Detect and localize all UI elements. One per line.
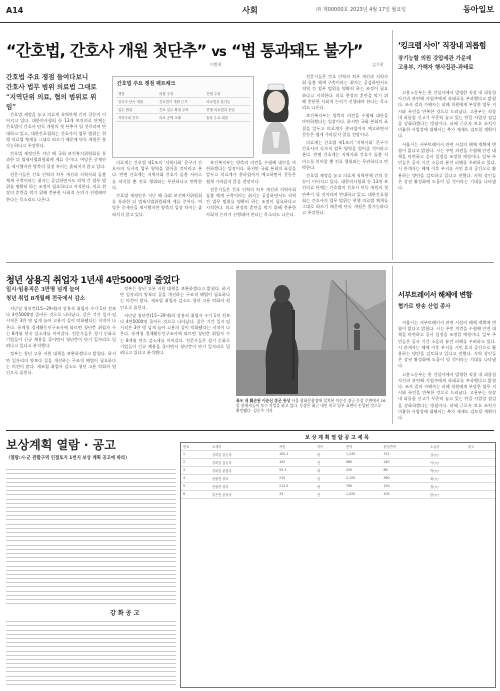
table-row: 3 강화읍 관청리 55-3 대 430 88 박○○ [181, 467, 495, 475]
ad-label: 강 화 공 고 [110, 610, 140, 617]
mid-subheads [6, 286, 116, 303]
byline-left: 이방현 [210, 62, 222, 67]
table-header-row: 번호 소재지 지번 지목 면적 편입면적 소유자 비고 [181, 443, 495, 451]
nurse-illustration [254, 74, 298, 158]
side-subhead: 고용부, 가해자 행사집관-과태료 [398, 64, 474, 71]
ad-table-title: 보 상 계 획 열 람 공 고 세 목 [305, 435, 369, 441]
side-story-body: 고용노동부는 한 건설사에서 발생한 직장 내 괴롭힘 사건과 관련해 사업주에게 과태료를 부과했다고 밝혔다. 조사 결과 가해자는 피해 직원에게 부당한 업무 지시와 폭언을 반복한 것으로 드러났다. 고용부는 직장 내 괴롭힘 신고가 꾸준히 늘고 있는 만큼 사업장 점검을 강화하겠다는 방침이다. 피해 근로자 보호 조치가 미흡한 사업장에 대해서는 추가 제재도 검토할 계획이다. 서울시는 서부트레이서 관련 시설의 해체 계획에 변함이 없다고 밝혔다. 시는 주민 의견을 수렴해 안전 대책을 마련하고 공사 일정을 조정할 예정이다. 일부 주민들은 공사 기간 소음과 분진 피해를 우려하고 있다. 시 관계자는 해체 이후 부지를 시민 휴식 공간으로 활용하는 방안을 검토하고 있다고 전했다. 지역 상인들은 상권 활성화에 도움이 될 것이라는 기대를 나타냈다. [398, 90, 496, 191]
ad-title: 보상계획 열람 · 공고 [6, 438, 116, 452]
box-title: 간호법 주요 쟁점 팩트체크 [117, 81, 176, 87]
top-col4-body: 전문가들은 간호 인력의 처우 개선과 지역사회 돌봄 체계 구축이라는 취지는 공감하면서도 직역 간 업무 범위를 명확히 하는 조정이 필요하다고 지적한다. 의료 현장의 혼란을 막기 위해 충분한 사회적 논의가 선행돼야 한다는 목소리도 나온다. 보건복지부는 양측의 의견을 수렴해 대안을 마련하겠다는 입장이다. 하지만 국회 본회의 표결을 앞두고 의료계가 총파업까지 예고하면서 갈등은 쉽게 가라앉지 않을 전망이다. 의료계는 간호법 제1조의 ‘지역사회’ 문구가 간호사의 독자적 업무 영역을 열어줄 것이라고 본다. 반면 간호계는 지역사회 간호가 돌봄 서비스를 의미할 뿐 진료 행위와는 무관하다고 반박한다. 간호법 제정을 놓고 의료계 직역단체 간의 갈등이 이어지고 있다. 대한의사협회 등 13개 보건의료 단체는 간호법이 간호사 단독 개원의 첫 단추가 될 것이라며 반대하고 있고, 대한간호협회는 간호사의 업무 범위는 현행 의료법 체계를 그대로 따르기 때문에 단독 개원은 불가능하다고 주장한다. [302, 74, 388, 216]
subhead: 일시·임용직은 3만명 넘게 늘어 [6, 287, 80, 293]
column-divider [392, 266, 393, 424]
headline-right: “법 통과돼도 불가” [231, 41, 363, 60]
table-row: 5 선원면 창리 212-2 답 760 150 정○○ [181, 483, 495, 491]
subhead: 간호법 주요 쟁점 들여다보니 [6, 73, 89, 81]
page-number: A14 [6, 6, 24, 15]
right-headline: 서부트레이서 해체에 변함 [398, 291, 473, 299]
table-row: 지역사회 간호 의료 공백 초래 돌봄 수요 대응 [116, 114, 250, 122]
side-story [398, 40, 496, 72]
top-headline [6, 38, 386, 61]
side-headline: ‘킹크랩 사이’ 직장내 괴롭힘 [398, 41, 486, 50]
top-col3-body: 보건복지부는 양측의 의견을 수렴해 대안을 마련하겠다는 입장이다. 하지만 국회 본회의 표결을 앞두고 의료계가 총파업까지 예고하면서 갈등은 쉽게 가라앉지 않을 전망이다. 전문가들은 간호 인력의 처우 개선과 지역사회 돌봄 체계 구축이라는 취지는 공감하면서도 직역 간 업무 범위를 명확히 하는 조정이 필요하다고 지적한다. 의료 현장의 혼란을 막기 위해 충분한 사회적 논의가 선행돼야 한다는 목소리도 나온다. [206, 160, 296, 217]
headline-left: “간호법, 간호사 개원 첫단추” [6, 41, 207, 60]
photo-credit: 김동주 기자 [253, 408, 273, 414]
ad-subtitle: （열람:시·군 관할구역 인접토지 1번지 보상 계획 공고에 따라） [6, 456, 130, 461]
page-header [0, 0, 500, 23]
ad-table-grid [181, 443, 495, 499]
table-row: 간호사 단독 개원 간호법이 개원 근거 의료법상 불가능 [116, 98, 250, 106]
column-divider [392, 30, 393, 260]
issue-date: ㈜ 제00000호 2023년 4월 17일 월요일 [316, 7, 406, 13]
photo-caption [236, 398, 386, 424]
top-subheads [6, 72, 106, 112]
section-rule [6, 262, 494, 263]
mid-col2-body: 정부는 청년 고용 지원 대책을 보완하겠다고 밝혔다. 하지만 일자리의 양보다 질을 개선하는 구조적 해법이 필요하다는 의견이 많다. 제조업 취업자 감소도 청년 고용 악화의 원인으로 꼽힌다. 지난달 청년층(15∼29세)의 상용직 취업자 수가 1년 전보다 4만5000명 줄어든 것으로 나타났다. 같은 기간 일시·임시직은 3만 명 넘게 늘어 고용의 질이 악화됐다는 지적이 나온다. 통계청 경제활동인구조사에 따르면 청년층 취업자 수는 8개월 연속 감소세를 이어갔다. 전문가들은 경기 둔화로 기업들이 신규 채용을 줄이면서 청년층이 단기 일자리로 밀려나고 있다고 분석했다. [120, 286, 230, 356]
fact-check-box [112, 76, 254, 158]
side-subhead: 장기능할 의원 강압세관 가운데 [398, 56, 472, 62]
ad-notice-text [6, 618, 176, 686]
ad-table [180, 442, 496, 688]
subhead: 청년 취업 8개월째 전국에서 감소 [6, 295, 85, 302]
right-story [398, 290, 496, 312]
mid-col1-body: 지난달 청년층(15∼29세)의 상용직 취업자 수가 1년 전보다 4만5000명 줄어든 것으로 나타났다. 같은 기간 일시·임시직은 3만 명 넘게 늘어 고용의 질이 악화됐다는 지적이 나온다. 통계청 경제활동인구조사에 따르면 청년층 취업자 수는 8개월 연속 감소세를 이어갔다. 전문가들은 경기 둔화로 기업들이 신규 채용을 줄이면서 청년층이 단기 일자리로 밀려나고 있다고 분석했다. 정부는 청년 고용 지원 대책을 보완하겠다고 밝혔다. 하지만 일자리의 양보다 질을 개선하는 구조적 해법이 필요하다는 의견이 많다. 제조업 취업자 감소도 청년 고용 악화의 원인으로 꼽힌다. [6, 306, 116, 376]
caption-text: 서울 광화문광장에 설치된 이순신 장군 동상 주변에서 16일 관계자들이 보수 작업을 하고 있다. 동상은 최근 내린 비로 일부 표면이 손상된 것으로 확인됐다. [236, 398, 386, 414]
right-story-body: 서울시는 서부트레이서 관련 시설의 해체 계획에 변함이 없다고 밝혔다. 시는 주민 의견을 수렴해 안전 대책을 마련하고 공사 일정을 조정할 예정이다. 일부 주민들은 공사 기간 소음과 분진 피해를 우려하고 있다. 시 관계자는 해체 이후 부지를 시민 휴식 공간으로 활용하는 방안을 검토하고 있다고 전했다. 지역 상인들은 상권 활성화에 도움이 될 것이라는 기대를 나타냈다. 고용노동부는 한 건설사에서 발생한 직장 내 괴롭힘 사건과 관련해 사업주에게 과태료를 부과했다고 밝혔다. 조사 결과 가해자는 피해 직원에게 부당한 업무 지시와 폭언을 반복한 것으로 드러났다. 고용부는 직장 내 괴롭힘 신고가 꾸준히 늘고 있는 만큼 사업장 점검을 강화하겠다는 방침이다. 피해 근로자 보호 조치가 미흡한 사업장에 대해서는 추가 제재도 검토할 계획이다. [398, 320, 496, 421]
ad-notice-text [6, 466, 176, 606]
table-row: 2 강화읍 갑곳리 102 전 980 240 이○○ [181, 459, 495, 467]
headline-vs: vs [211, 45, 226, 60]
caption-title: 폭우 내 훼손된 이순신 장군 동상 [236, 398, 291, 403]
ad-header [6, 436, 176, 461]
byline-right: 김기현 [372, 62, 384, 67]
table-row: 쟁점 의협 주장 간협 주장 [116, 90, 250, 98]
mid-headline: 청년 상용직 취업자 1년새 4만5000명 줄었다 [6, 276, 180, 286]
section-title: 사회 [242, 6, 258, 15]
table-row: 6 불은면 삼성리 33 전 1,020 205 한○○ [181, 491, 495, 499]
subhead: “지역단위 의료, 협의 범위로 위임” [6, 93, 97, 111]
right-subhead: 협가로 방송 산업 종사 [398, 304, 451, 310]
table-row: 업무 범위 간호 업무 확대 우려 현행 의료법과 동일 [116, 106, 250, 114]
fact-check-table [116, 90, 250, 122]
ad-rule [6, 430, 494, 431]
table-row: 4 선원면 창리 210 임 2,100 560 최○○ [181, 475, 495, 483]
news-photo [236, 270, 386, 396]
top-col2-body: 의료계는 간호법 제1조의 ‘지역사회’ 문구가 간호사의 독자적 업무 영역을 열어줄 것이라고 본다. 반면 간호계는 지역사회 간호가 돌봄 서비스를 의미할 뿐 진료 행위와는 무관하다고 반박한다. 간호법 제정안은 지난 해 국회 보건복지위원회를 통과한 뒤 법제사법위원회에 계류 중이다. 여당은 중재안을 제시했지만 양측의 입장 차이는 좁혀지지 않고 있다. [112, 160, 202, 217]
subhead: 간호사 법무 범위 의료법 그대로 [6, 83, 97, 91]
newspaper-logo: 동아일보 [463, 4, 494, 14]
table-row: 1 강화읍 갑곳리 100-1 답 1,245 312 김○○ [181, 451, 495, 459]
top-col1-body: 간호법 제정을 놓고 의료계 직역단체 간의 갈등이 이어지고 있다. 대한의사협회 등 13개 보건의료 단체는 간호법이 간호사 단독 개원의 첫 단추가 될 것이라며 반대하고 있고, 대한간호협회는 간호사의 업무 범위는 현행 의료법 체계를 그대로 따르기 때문에 단독 개원은 불가능하다고 주장한다. 간호법 제정안은 지난 해 국회 보건복지위원회를 통과한 뒤 법제사법위원회에 계류 중이다. 여당은 중재안을 제시했지만 양측의 입장 차이는 좁혀지지 않고 있다. 전문가들은 간호 인력의 처우 개선과 지역사회 돌봄 체계 구축이라는 취지는 공감하면서도 직역 간 업무 범위를 명확히 하는 조정이 필요하다고 지적한다. 의료 현장의 혼란을 막기 위해 충분한 사회적 논의가 선행돼야 한다는 목소리도 나온다. [6, 112, 106, 202]
